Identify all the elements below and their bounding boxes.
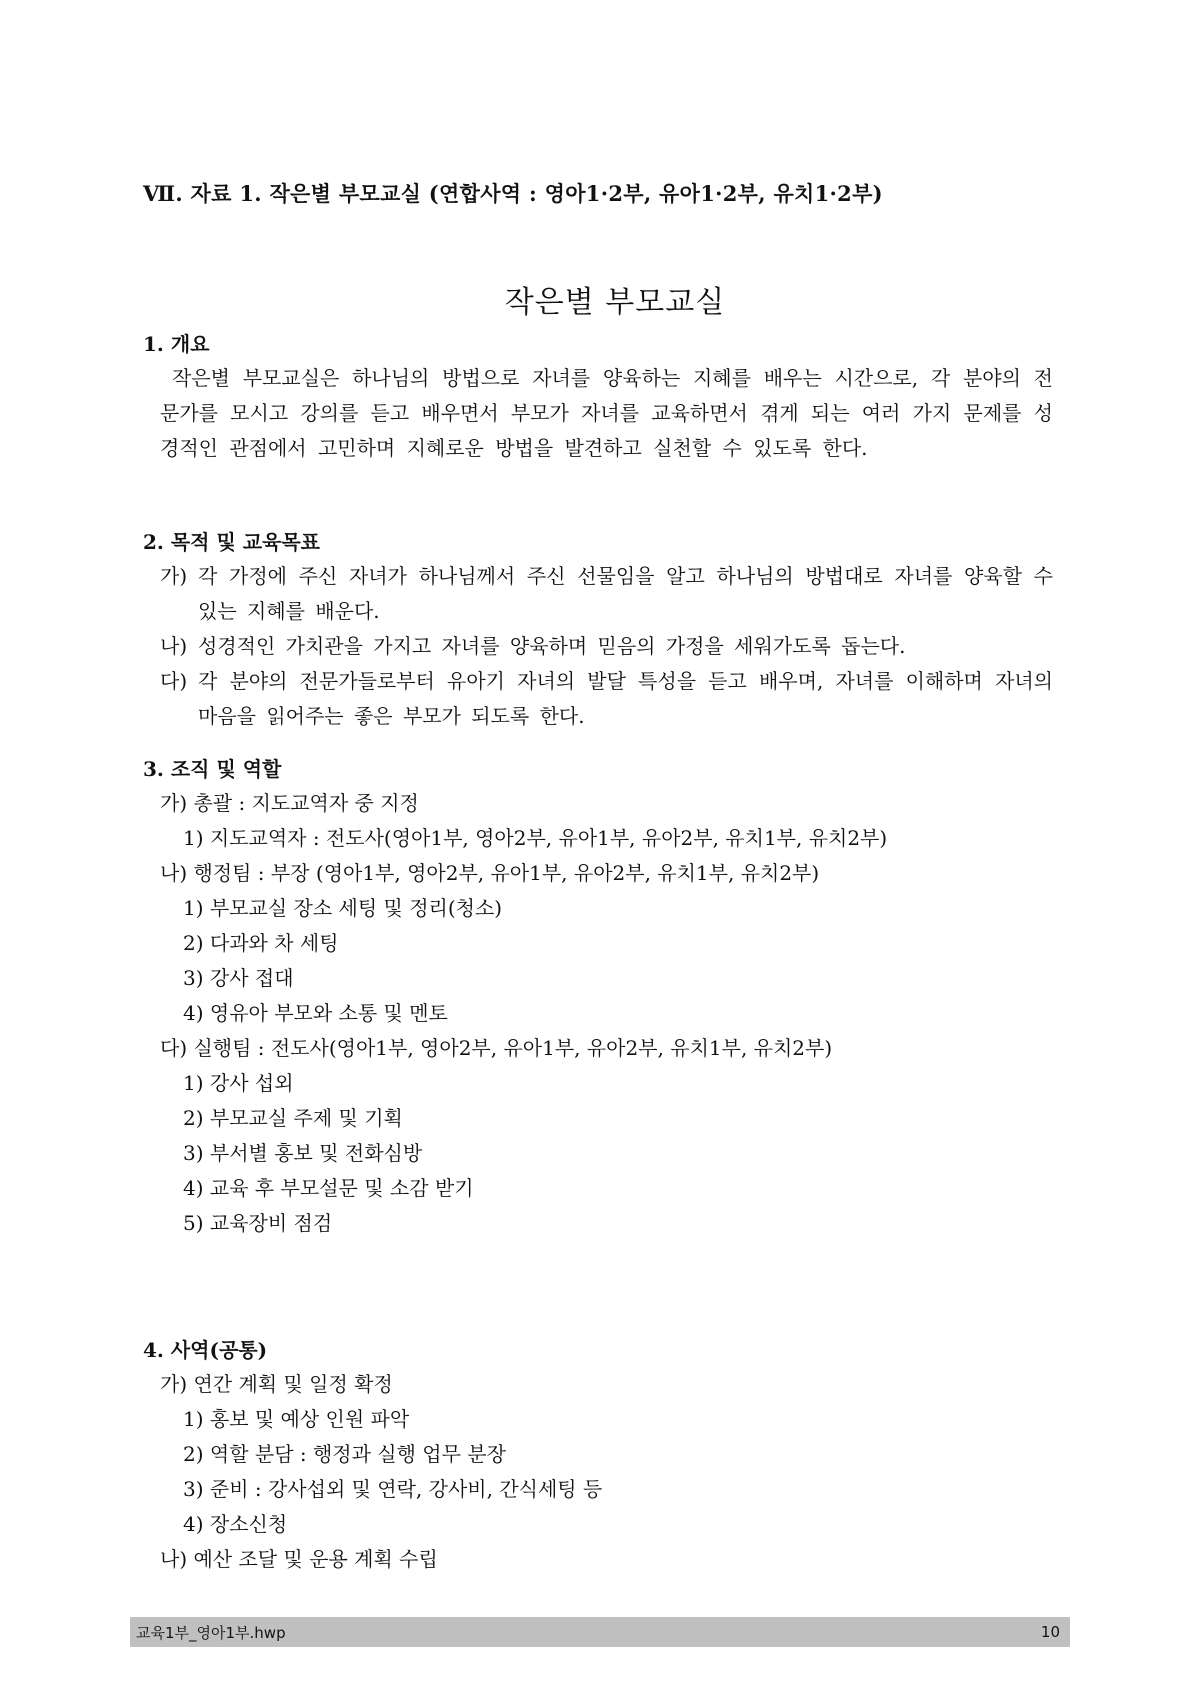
footer-filename: 교육1부_영아1부.hwp: [136, 1623, 286, 1642]
section-heading: 4. 사역(공통): [143, 1338, 268, 1362]
section-heading: 2. 목적 및 교육목표: [143, 530, 321, 554]
list-item: 나) 행정팀 : 부장 (영아1부, 영아2부, 유아1부, 유아2부, 유치1부, 유치2부): [160, 861, 820, 885]
list-subitem: 3) 준비 : 강사섭외 및 연락, 강사비, 간식세팅 등: [183, 1477, 603, 1501]
list-item: 나) 예산 조달 및 운용 계획 수립: [160, 1547, 438, 1571]
list-marker: 다): [160, 669, 188, 693]
section-heading: 3. 조직 및 역할: [143, 757, 282, 781]
list-subitem: 1) 부모교실 장소 세팅 및 정리(청소): [183, 896, 503, 920]
list-subitem: 1) 홍보 및 예상 인원 파악: [183, 1407, 410, 1431]
list-marker: 가): [160, 564, 188, 588]
list-subitem: 3) 부서별 홍보 및 전화심방: [183, 1141, 423, 1165]
section-overview: [143, 327, 1053, 466]
list-subitem: 2) 다과와 차 세팅: [183, 931, 339, 955]
list-item: 다) 실행팀 : 전도사(영아1부, 영아2부, 유아1부, 유아2부, 유치1부, 유치2부): [160, 1036, 833, 1060]
list-item-text: 성경적인 가치관을 가지고 자녀를 양육하며 믿음의 가정을 세워가도록 돕는다.: [198, 634, 906, 658]
list-item: 가) 총괄 : 지도교역자 중 지정: [160, 791, 419, 815]
list-subitem: 4) 교육 후 부모설문 및 소감 받기: [183, 1176, 474, 1200]
list-subitem: 2) 부모교실 주제 및 기획: [183, 1106, 403, 1130]
list-item: [143, 559, 1053, 629]
list-item: [143, 629, 1053, 664]
list-item: 가) 연간 계획 및 일정 확정: [160, 1372, 393, 1396]
page-footer: [130, 1617, 1070, 1647]
list-marker: 나): [160, 634, 188, 658]
list-subitem: 2) 역할 분담 : 행정과 실행 업무 분장: [183, 1442, 506, 1466]
list-subitem: 1) 지도교역자 : 전도사(영아1부, 영아2부, 유아1부, 유아2부, 유치1부, 유치2부): [183, 826, 888, 850]
overview-paragraph: 작은별 부모교실은 하나님의 방법으로 자녀를 양육하는 지혜를 배우는 시간으로, 각 분야의 전문가를 모시고 강의를 듣고 배우면서 부모가 자녀를 교육하면서 겪게 되는 여러 가지 문제를 성경적인 관점에서 고민하며 지혜로운 방법을 발견하고 실천할 수 있도록 한다.: [160, 366, 1053, 460]
list-subitem: 4) 장소신청: [183, 1512, 288, 1536]
list-item-text: 각 분야의 전문가들로부터 유아기 자녀의 발달 특성을 듣고 배우며, 자녀를 이해하며 자녀의 마음을 읽어주는 좋은 부모가 되도록 한다.: [198, 669, 1053, 728]
page-number: 10: [1040, 1623, 1060, 1641]
list-subitem: 3) 강사 접대: [183, 966, 294, 990]
list-item: [143, 664, 1053, 734]
list-subitem: 1) 강사 섭외: [183, 1071, 294, 1095]
document-title: 작은별 부모교실: [504, 285, 726, 320]
list-subitem: 4) 영유아 부모와 소통 및 멘토: [183, 1001, 448, 1025]
section-goals: [143, 525, 1053, 734]
list-item-text: 각 가정에 주신 자녀가 하나님께서 주신 선물임을 알고 하나님의 방법대로 자녀를 양육할 수 있는 지혜를 배운다.: [198, 564, 1053, 623]
list-subitem: 5) 교육장비 점검: [183, 1211, 333, 1235]
section-ministry: [143, 1333, 1053, 1577]
section-organization: [143, 752, 1053, 1241]
chapter-title: Ⅶ. 자료 1. 작은별 부모교실 (연합사역 : 영아1·2부, 유아1·2부, 유치1·2부): [143, 181, 883, 206]
section-heading: 1. 개요: [143, 332, 210, 356]
